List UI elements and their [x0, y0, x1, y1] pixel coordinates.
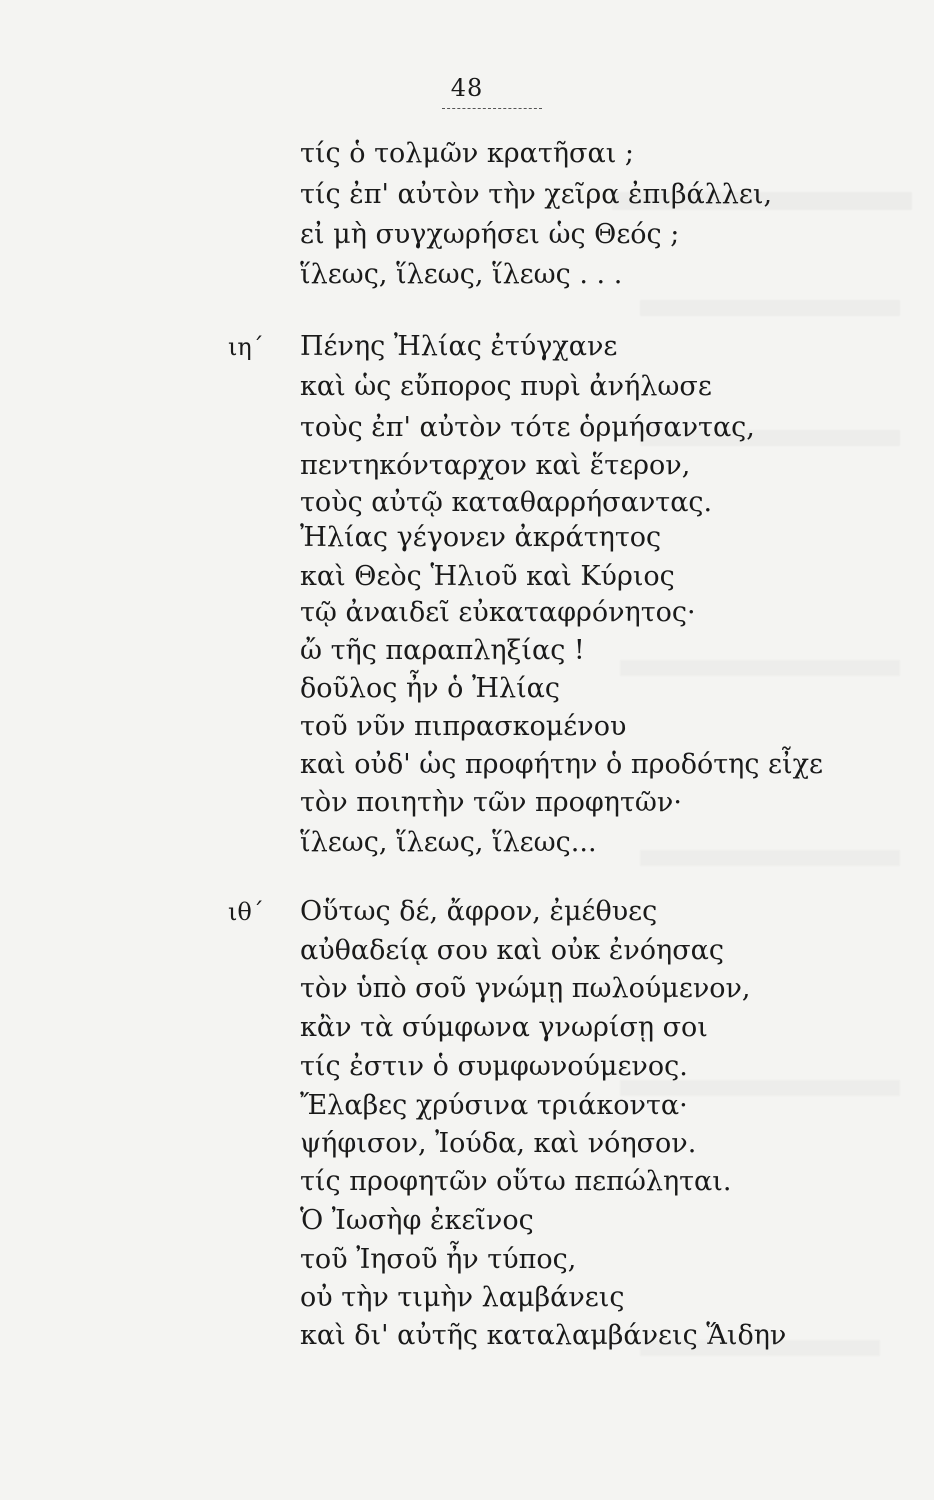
poem-line: τὸν ποιητὴν τῶν προφητῶν·	[300, 787, 682, 818]
poem-line: καὶ Θεὸς Ἡλιοῦ καὶ Κύριος	[300, 561, 675, 592]
poem-line: τίς προφητῶν οὕτω πεπώληται.	[300, 1166, 732, 1197]
poem-line: Ἔλαβες χρύσινα τριάκοντα·	[300, 1090, 688, 1121]
page-number: 48	[450, 74, 484, 102]
poem-line: τοῦ Ἰησοῦ ἦν τύπος,	[300, 1244, 577, 1275]
poem-line: Πένης Ἠλίας ἐτύγχανε	[300, 331, 618, 362]
poem-line: αὐθαδείᾳ σου καὶ οὐκ ἐνόησας	[300, 935, 724, 966]
poem-line: Οὕτως δέ, ἄφρον, ἐμέθυες	[300, 896, 658, 927]
poem-line: τίς ὁ τολμῶν κρατῆσαι ;	[300, 138, 634, 169]
poem-line: τοὺς ἐπ' αὐτὸν τότε ὁρμήσαντας,	[300, 412, 755, 443]
poem-line: ἵλεως, ἵλεως, ἵλεως . . .	[300, 259, 623, 290]
poem-line: Ἠλίας γέγονεν ἀκράτητος	[300, 522, 662, 553]
poem-line: τὸν ὑπὸ σοῦ γνώμῃ πωλούμενον,	[300, 973, 751, 1004]
stanza-number: ιη΄	[228, 333, 264, 361]
poem-line: κἂν τὰ σύμφωνα γνωρίσῃ σοι	[300, 1012, 708, 1043]
poem-line: τίς ἐπ' αὐτὸν τὴν χεῖρα ἐπιβάλλει,	[300, 179, 773, 210]
poem-line: τῷ ἀναιδεῖ εὐκαταφρόνητος·	[300, 597, 696, 628]
poem-line: δοῦλος ἦν ὁ Ἠλίας	[300, 673, 561, 704]
stanza-number: ιθ΄	[228, 898, 264, 926]
poem-line: οὐ τὴν τιμὴν λαμβάνεις	[300, 1282, 625, 1313]
poem-line: καὶ ὡς εὔπορος πυρὶ ἀνήλωσε	[300, 371, 712, 402]
poem-line: τίς ἐστιν ὁ συμφωνούμενος.	[300, 1051, 688, 1082]
poem-line: πεντηκόνταρχον καὶ ἕτερον,	[300, 450, 691, 481]
page-number-rule	[442, 108, 542, 109]
poem-line: καὶ δι' αὐτῆς καταλαμβάνεις Ἅιδην	[300, 1320, 787, 1351]
poem-line: ἵλεως, ἵλεως, ἵλεως...	[300, 827, 597, 858]
poem-line: ὤ τῆς παραπληξίας !	[300, 635, 585, 666]
poem-line: τοῦ νῦν πιπρασκομένου	[300, 711, 627, 742]
poem-line: τοὺς αὐτῷ καταθαρρήσαντας.	[300, 487, 713, 518]
poem-line: εἰ μὴ συγχωρήσει ὡς Θεός ;	[300, 219, 680, 250]
poem-line: ψήφισον, Ἰούδα, καὶ νόησον.	[300, 1128, 697, 1159]
poem-line: Ὁ Ἰωσὴφ ἐκεῖνος	[300, 1205, 534, 1236]
poem-line: καὶ οὐδ' ὡς προφήτην ὁ προδότης εἶχε	[300, 749, 823, 780]
